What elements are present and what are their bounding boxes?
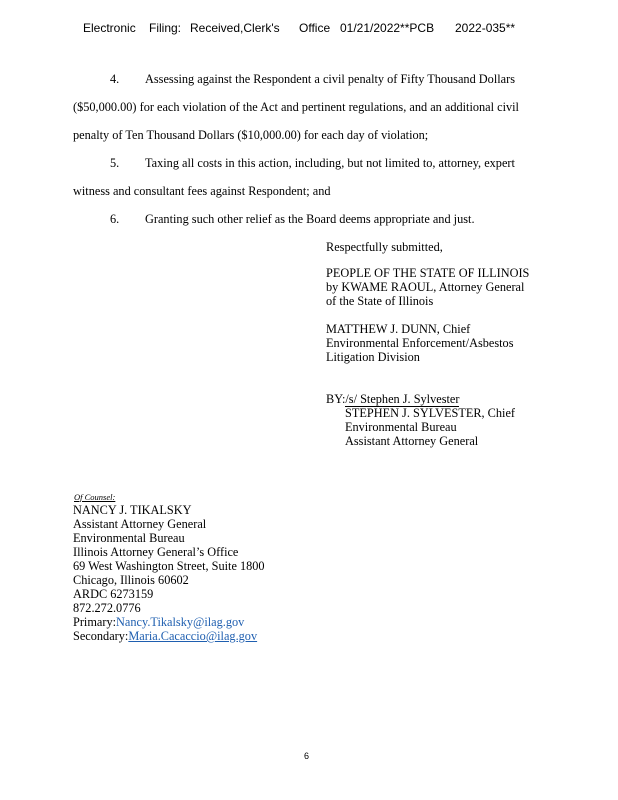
of-counsel-label: Of Counsel:: [74, 492, 116, 502]
chief-block: [326, 322, 513, 364]
electronic-signature: /s/ Stephen J. Sylvester: [345, 392, 460, 406]
by-line: [326, 392, 459, 406]
by-label: BY:: [326, 392, 346, 406]
header-electronic: Electronic: [83, 21, 136, 35]
header-office: Office: [299, 21, 331, 35]
people-line-3: of the State of Illinois: [326, 294, 434, 308]
primary-email-label: Primary:: [73, 615, 117, 629]
signer-line-3: Assistant Attorney General: [345, 434, 479, 448]
people-line-1: PEOPLE OF THE STATE OF ILLINOIS: [326, 266, 530, 280]
header-date: 01/21/2022**PCB: [340, 21, 435, 35]
paragraph-4-line-3: penalty of Ten Thousand Dollars ($10,000.00) for each day of violation;: [73, 128, 429, 142]
people-block: [326, 266, 529, 308]
paragraph-4-line-1: Assessing against the Respondent a civil penalty of Fifty Thousand Dollars: [145, 72, 515, 86]
people-line-2: by KWAME RAOUL, Attorney General: [326, 280, 525, 294]
paragraph-4-line-2: ($50,000.00) for each violation of the Act and pertinent regulations, and an additional civil: [73, 100, 519, 114]
counsel-bureau: Environmental Bureau: [73, 531, 185, 545]
chief-line-2: Environmental Enforcement/Asbestos: [326, 336, 514, 350]
counsel-office: Illinois Attorney General’s Office: [73, 545, 239, 559]
paragraph-5-line-2: witness and consultant fees against Respondent; and: [73, 184, 331, 198]
header-case-number: 2022-035**: [455, 21, 516, 35]
closing-text: Respectfully submitted,: [326, 240, 443, 254]
secondary-email-label: Secondary:: [73, 629, 129, 643]
counsel-city: Chicago, Illinois 60602: [73, 573, 189, 587]
paragraph-6-line-1: Granting such other relief as the Board deems appropriate and just.: [145, 212, 475, 226]
secondary-email-row: [73, 629, 265, 643]
counsel-block: [73, 503, 265, 643]
counsel-title: Assistant Attorney General: [73, 517, 207, 531]
primary-email-link[interactable]: Nancy.Tikalsky@ilag.gov: [116, 615, 245, 629]
counsel-phone: 872.272.0776: [73, 601, 141, 615]
secondary-email-link[interactable]: Maria.Cacaccio@ilag.gov: [128, 629, 258, 643]
chief-line-3: Litigation Division: [326, 350, 420, 364]
chief-line-1: MATTHEW J. DUNN, Chief: [326, 322, 471, 336]
paragraph-5-line-1: Taxing all costs in this action, including, but not limited to, attorney, expert: [145, 156, 515, 170]
counsel-name: NANCY J. TIKALSKY: [73, 503, 192, 517]
primary-email-row: [73, 615, 265, 629]
paragraph-4-number: 4.: [110, 72, 120, 86]
signer-line-1: STEPHEN J. SYLVESTER, Chief: [345, 406, 516, 420]
page-number: 6: [304, 751, 310, 761]
header-filing: Filing:: [149, 21, 182, 35]
header-received: Received,Clerk's: [190, 21, 280, 35]
signer-block: [345, 406, 515, 448]
paragraph-5-number: 5.: [110, 156, 120, 170]
counsel-ardc: ARDC 6273159: [73, 587, 154, 601]
signer-line-2: Environmental Bureau: [345, 420, 457, 434]
counsel-street: 69 West Washington Street, Suite 1800: [73, 559, 265, 573]
paragraph-6-number: 6.: [110, 212, 120, 226]
